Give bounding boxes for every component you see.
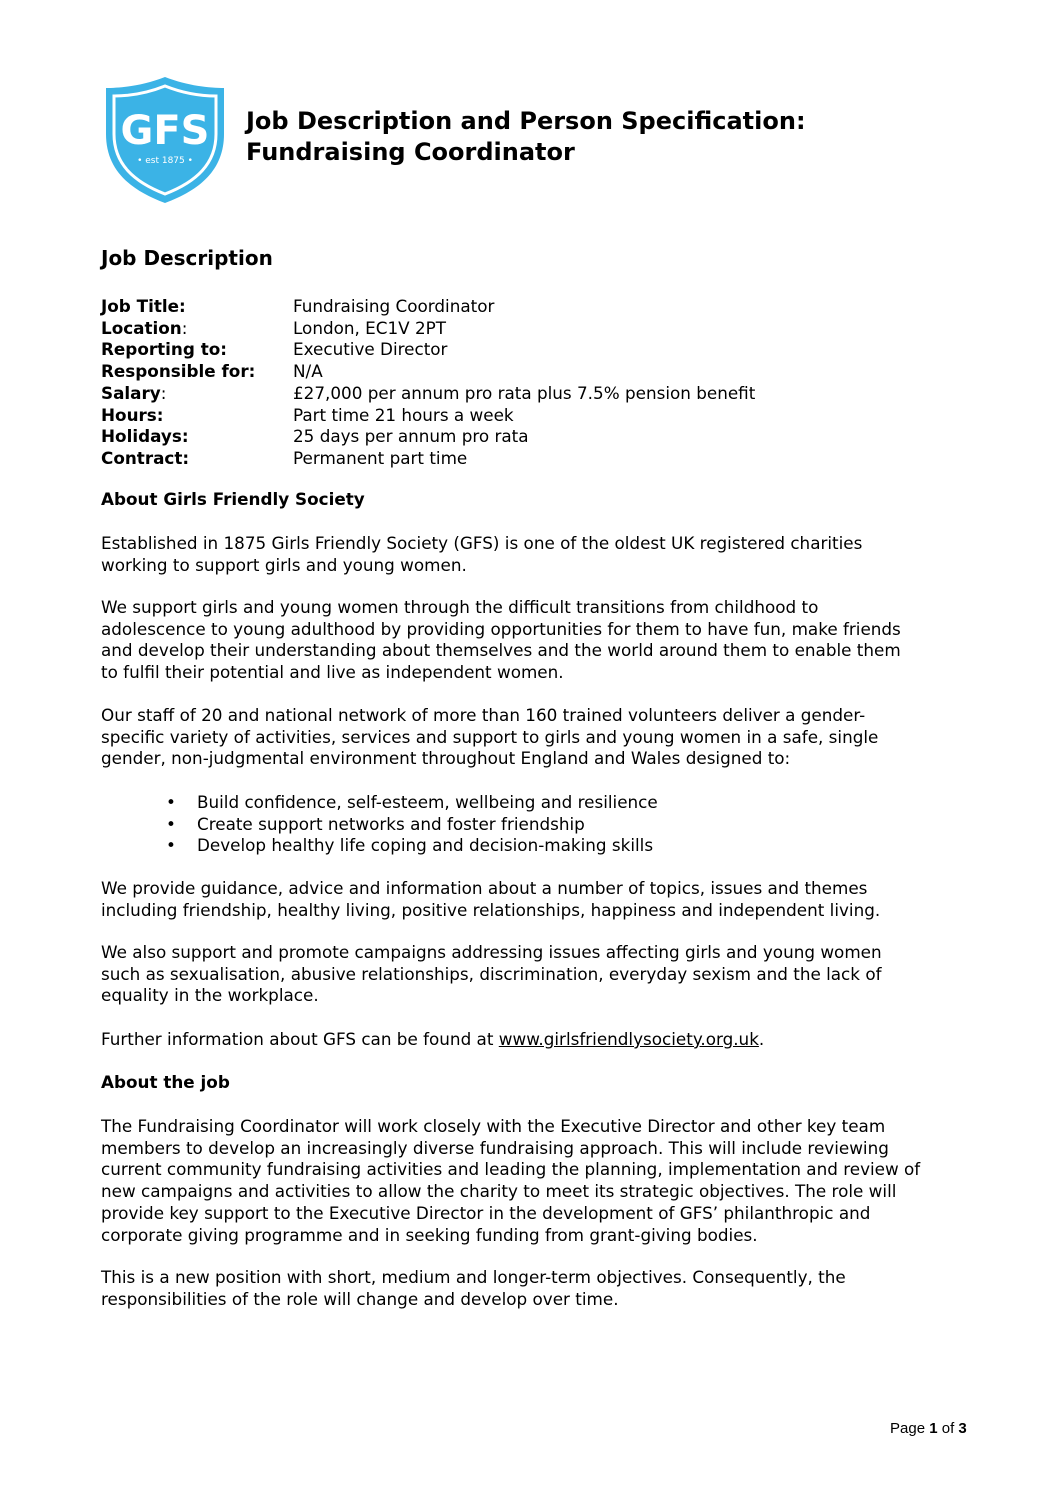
about-job-paragraph-1: The Fundraising Coordinator will work closely with the Executive Director and other key team members to develop an increasingly diverse fundraising approach. This will include reviewing current community fundraising activities and leading the planning, implementation and review of new campaigns and activities to allow the charity to meet its strategic objectives. The role will provide key support to the Executive Director in the development of GFS’ philanthropic and corporate giving programme and in seeking funding from grant-giving bodies. bbox=[101, 1116, 921, 1245]
list-item: • Build confidence, self-esteem, wellbeing and resilience bbox=[160, 792, 658, 814]
about-gfs-heading: About Girls Friendly Society bbox=[101, 489, 365, 509]
further-info-line: Further information about GFS can be found at www.girlsfriendlysociety.org.uk. bbox=[101, 1029, 765, 1049]
detail-row-responsible-for: Responsible for: N/A bbox=[101, 361, 323, 382]
gfs-logo bbox=[102, 74, 228, 206]
detail-row-salary: Salary: £27,000 per annum pro rata plus 7.5% pension benefit bbox=[101, 382, 756, 403]
about-job-paragraph-2: This is a new position with short, medium and longer-term objectives. Consequently, the responsibilities of the role will change and develop over time. bbox=[101, 1267, 846, 1309]
logo-text: GFS bbox=[120, 108, 210, 154]
detail-value: London, EC1V 2PT bbox=[293, 317, 447, 338]
detail-value: N/A bbox=[293, 361, 323, 382]
detail-row-location: Location: London, EC1V 2PT bbox=[101, 317, 447, 338]
document-title bbox=[246, 106, 806, 168]
detail-value: Permanent part time bbox=[293, 447, 468, 468]
title-line-1: Job Description and Person Specification: bbox=[246, 107, 806, 135]
detail-value: 25 days per annum pro rata bbox=[293, 426, 529, 447]
about-gfs-paragraph-1: Established in 1875 Girls Friendly Society (GFS) is one of the oldest UK registered charities working to support girls and young women. bbox=[101, 533, 863, 575]
about-gfs-paragraph-5: We also support and promote campaigns addressing issues affecting girls and young women such as sexualisation, abusive relationships, discrimination, everyday sexism and the lack of equality in the workplace. bbox=[101, 942, 882, 1006]
detail-row-job-title: Job Title: Fundraising Coordinator bbox=[101, 296, 495, 316]
detail-label: Salary bbox=[101, 382, 161, 403]
detail-label: Location bbox=[101, 317, 182, 338]
title-line-2: Fundraising Coordinator bbox=[246, 138, 575, 166]
detail-row-contract: Contract: Permanent part time bbox=[101, 447, 468, 468]
detail-label: Hours bbox=[101, 404, 157, 425]
gfs-website-link[interactable]: www.girlsfriendlysociety.org.uk bbox=[498, 1029, 759, 1049]
detail-row-hours: Hours: Part time 21 hours a week bbox=[101, 404, 514, 425]
detail-row-holidays: Holidays: 25 days per annum pro rata bbox=[101, 426, 529, 447]
detail-value: Executive Director bbox=[293, 339, 448, 360]
about-gfs-paragraph-4: We provide guidance, advice and information about a number of topics, issues and themes including friendship, healthy living, positive relationships, happiness and independent living. bbox=[101, 878, 881, 920]
list-item: • Create support networks and foster friendship bbox=[160, 814, 658, 836]
about-job-heading: About the job bbox=[101, 1072, 230, 1092]
detail-value: Fundraising Coordinator bbox=[293, 296, 495, 316]
detail-value: £27,000 per annum pro rata plus 7.5% pension benefit bbox=[293, 382, 756, 403]
detail-label: Responsible for bbox=[101, 361, 249, 382]
about-gfs-paragraph-2: We support girls and young women through the difficult transitions from childhood to adolescence to young adulthood by providing opportunities for them to have fun, make friends and develop their understanding about themselves and the world around them to enable them to fulfil their potential and live as independent women. bbox=[101, 597, 901, 683]
detail-value: Part time 21 hours a week bbox=[293, 404, 514, 425]
job-description-heading: Job Description bbox=[101, 246, 273, 270]
about-gfs-paragraph-3: Our staff of 20 and national network of more than 160 trained volunteers deliver a gender- specific variety of activities, services and support to girls and young women in a safe, single gender, non-judgmental environment throughout England and Wales designed to: bbox=[101, 705, 879, 769]
job-details-table bbox=[101, 296, 755, 470]
logo-est: • est 1875 • bbox=[137, 156, 193, 166]
detail-label: Reporting to bbox=[101, 339, 221, 360]
detail-row-reporting-to: Reporting to: Executive Director bbox=[101, 339, 448, 360]
detail-label: Holidays bbox=[101, 426, 182, 447]
detail-label: Contract bbox=[101, 447, 183, 468]
list-item: • Develop healthy life coping and decision-making skills bbox=[160, 835, 658, 857]
detail-label: Job Title bbox=[101, 296, 179, 316]
page-number: Page 1 of 3 bbox=[890, 1420, 967, 1437]
objectives-list bbox=[160, 792, 658, 857]
